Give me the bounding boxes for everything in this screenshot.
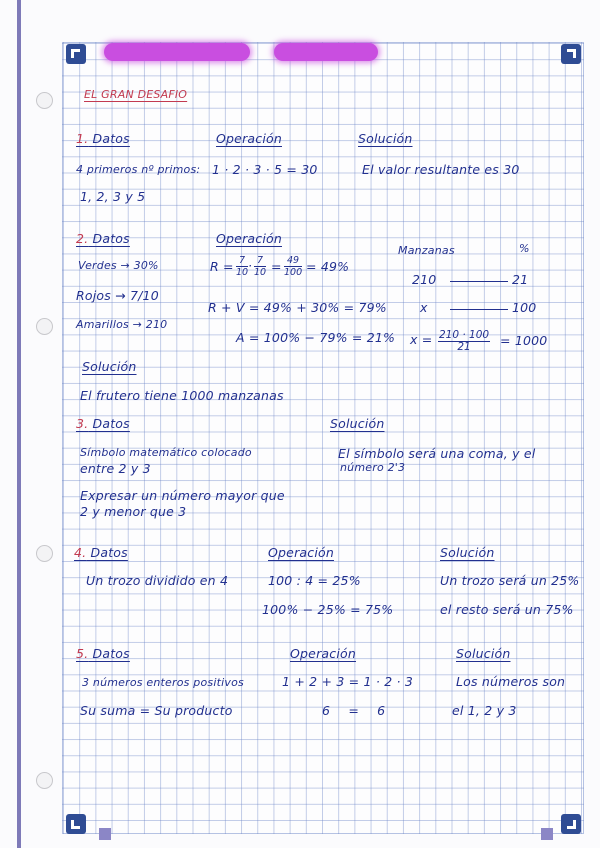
corner-mark-icon xyxy=(561,814,581,834)
p2-a: A = 100% − 79% = 21% xyxy=(236,330,396,345)
p3-dato-4: 2 y menor que 3 xyxy=(80,504,187,519)
p2-rule-1-left: 210 xyxy=(412,272,437,287)
margin-line xyxy=(17,0,21,848)
p2-amarillos: Amarillos → 210 xyxy=(76,318,168,331)
p5-solution-1: Los números son xyxy=(456,674,566,689)
page-tab xyxy=(541,828,553,840)
binder-hole xyxy=(36,545,53,562)
p2-fraction-1: $\frac{7}{10}$ xyxy=(236,255,249,278)
p3-dato-3: Expresar un número mayor que xyxy=(80,488,285,503)
p3-datos-heading: 3. Datos xyxy=(76,416,130,431)
p4-datos-heading: 4. Datos xyxy=(74,545,128,560)
p4-solution-1: Un trozo será un 25% xyxy=(440,573,580,588)
p2-x-fraction: $\frac{210 \cdot 100}{21}$ xyxy=(439,329,490,353)
corner-mark-icon xyxy=(66,44,86,64)
p4-solution-2: el resto será un 75% xyxy=(440,602,574,617)
p2-manzanas-label: Manzanas xyxy=(398,244,455,257)
corner-mark-icon xyxy=(561,44,581,64)
p5-dato-1: 3 números enteros positivos xyxy=(82,676,244,689)
p2-solution: El frutero tiene 1000 manzanas xyxy=(80,388,284,403)
p2-verdes: Verdes → 30% xyxy=(78,259,159,272)
p3-solucion-heading: Solución xyxy=(330,416,385,431)
p2-solucion-heading: Solución xyxy=(82,359,137,374)
binder-hole xyxy=(36,772,53,789)
p1-dato-1: 4 primeros nº primos: xyxy=(76,163,201,176)
p1-dato-2: 1, 2, 3 y 5 xyxy=(80,189,146,204)
p4-operacion-heading: Operación xyxy=(268,545,334,560)
binder-hole xyxy=(36,92,53,109)
p4-solucion-heading: Solución xyxy=(440,545,495,560)
p2-x-result: = 1000 xyxy=(500,333,548,348)
p2-rojos: Rojos → 7/10 xyxy=(76,288,159,303)
p2-fraction-2: $\frac{7}{10}$ xyxy=(254,255,267,278)
p2-percent-label: % xyxy=(519,242,530,255)
p2-x-prefix: x = xyxy=(410,332,433,347)
p2-operacion-heading: Operación xyxy=(216,231,282,246)
p5-operation-2: 6 = 6 xyxy=(322,703,386,718)
p2-rule-2-right: 100 xyxy=(512,300,537,315)
p3-dato-2: entre 2 y 3 xyxy=(80,461,151,476)
p2-r-result: = 49% xyxy=(306,259,350,274)
p2-rule-1-right: 21 xyxy=(512,272,529,287)
p2-rule-line xyxy=(450,309,508,310)
p4-dato-1: Un trozo dividido en 4 xyxy=(86,573,229,588)
p4-operation-1: 100 : 4 = 25% xyxy=(268,573,361,588)
p2-rv: R + V = 49% + 30% = 79% xyxy=(208,300,387,315)
p5-solution-2: el 1, 2 y 3 xyxy=(452,703,517,718)
p2-equals: = xyxy=(271,259,282,274)
p2-rule-2-left: x xyxy=(420,300,428,315)
p2-datos-heading: 2. Datos xyxy=(76,231,130,246)
p4-operation-2: 100% − 25% = 75% xyxy=(262,602,394,617)
page-title: EL GRAN DESAFIO xyxy=(84,88,188,101)
redacted-name xyxy=(104,43,250,61)
p2-r-prefix: R = xyxy=(210,259,234,274)
redacted-name xyxy=(274,43,378,61)
p1-operacion-heading: Operación xyxy=(216,131,282,146)
p2-rule-line xyxy=(450,281,508,282)
p1-solucion-heading: Solución xyxy=(358,131,413,146)
p1-solution: El valor resultante es 30 xyxy=(362,162,520,177)
binder-hole xyxy=(36,318,53,335)
p5-dato-2: Su suma = Su producto xyxy=(80,703,233,718)
p3-solution-1: El símbolo será una coma, y el xyxy=(338,446,536,461)
p2-dot: · xyxy=(248,258,253,273)
p2-fraction-3: $\frac{49}{100}$ xyxy=(284,255,303,278)
p5-operation-1: 1 + 2 + 3 = 1 · 2 · 3 xyxy=(282,674,414,689)
corner-mark-icon xyxy=(66,814,86,834)
page-tab xyxy=(99,828,111,840)
p5-operacion-heading: Operación xyxy=(290,646,356,661)
p5-solucion-heading: Solución xyxy=(456,646,511,661)
p3-dato-1: Símbolo matemático colocado xyxy=(80,446,252,459)
p1-datos-heading: 1. Datos xyxy=(76,131,130,146)
p3-solution-2: número 2'3 xyxy=(340,461,406,474)
p5-datos-heading: 5. Datos xyxy=(76,646,130,661)
p1-operation: 1 · 2 · 3 · 5 = 30 xyxy=(212,162,318,177)
